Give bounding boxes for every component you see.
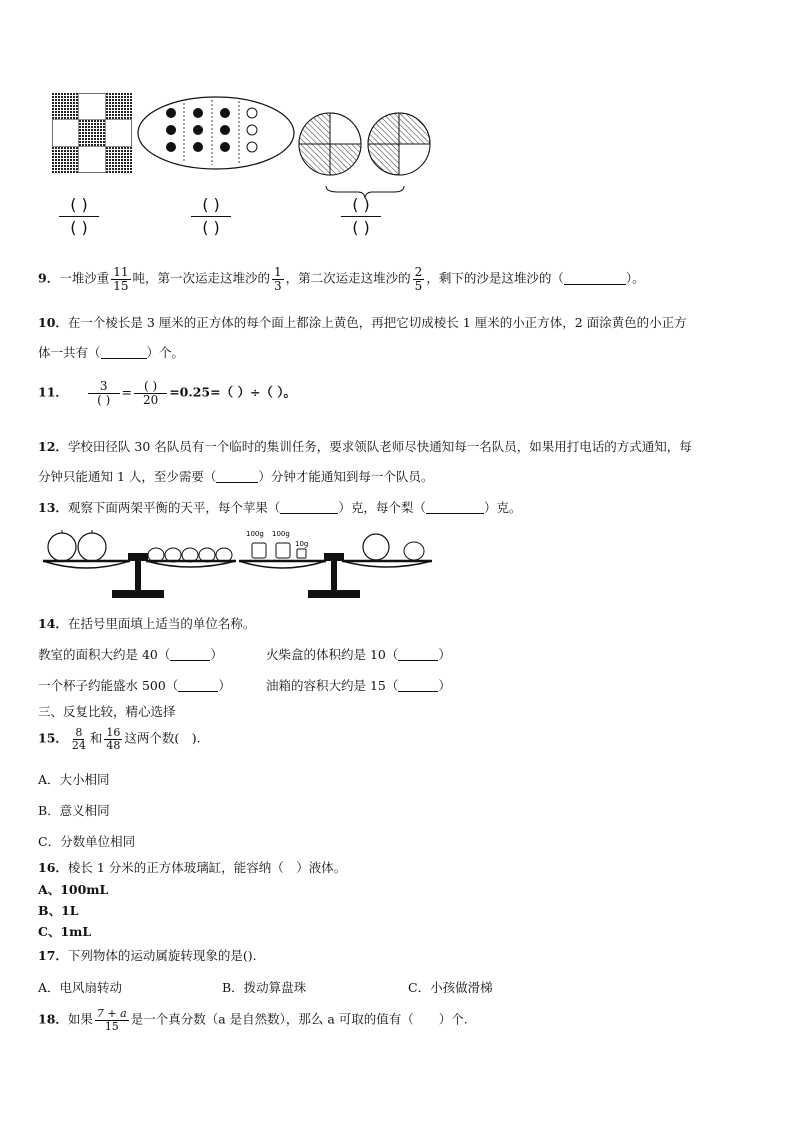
answer-denominator[interactable]: ( ): [352, 217, 370, 237]
apple-icon: [363, 534, 389, 560]
question-14-c: [38, 676, 231, 694]
question-text: 火柴盒的体积约是 10（: [266, 647, 399, 662]
answer-numerator[interactable]: ( ): [352, 195, 370, 214]
option-a[interactable]: A、100mL: [38, 882, 109, 897]
question-text: 吨，第一次运走这堆沙的: [132, 270, 271, 286]
numerator: 1: [274, 265, 282, 279]
option-c[interactable]: C、1mL: [38, 924, 92, 939]
answer-blank[interactable]: [178, 679, 218, 692]
question-10-line2: [38, 343, 184, 361]
answer-blank[interactable]: [398, 648, 438, 661]
option-b[interactable]: B、1L: [38, 903, 79, 918]
question-13: [38, 498, 521, 516]
answer-blank[interactable]: [101, 346, 147, 359]
apple-icon: [48, 533, 106, 561]
question-number: 16．: [38, 860, 68, 875]
answer-fraction-1[interactable]: [57, 196, 101, 236]
pear-icon: [404, 542, 424, 560]
answer-blank[interactable]: [564, 272, 626, 285]
denominator: 3: [274, 278, 282, 293]
fraction-bar: [191, 216, 231, 217]
numerator: 11: [113, 265, 129, 279]
numerator: 16: [106, 726, 121, 739]
question-text: ）克。: [483, 500, 522, 515]
question-number: 15．: [38, 730, 68, 746]
question-14-b: [266, 645, 451, 663]
section-heading: 三、反复比较，精心选择: [38, 704, 176, 719]
question-text: 下列物体的运动属旋转现象的是().: [67, 948, 257, 963]
option-a[interactable]: A．电风扇转动: [38, 980, 123, 995]
question-10: [38, 313, 687, 331]
denominator: 5: [414, 278, 423, 293]
fraction: [413, 266, 425, 292]
answer-denominator[interactable]: ( ): [70, 217, 88, 237]
answer-blank[interactable]: [170, 648, 210, 661]
denominator: 20: [142, 392, 159, 407]
question-number: 12．: [38, 439, 68, 454]
answer-fraction-2[interactable]: [189, 196, 233, 236]
question-text: ，第二次运走这堆沙的: [285, 270, 411, 286]
question-text: 是一个真分数（a 是自然数），那么 a 可取的值有（ ）个.: [130, 1011, 468, 1027]
question-text: 这两个数( ).: [124, 730, 201, 746]
question-number: 18．: [38, 1011, 68, 1027]
balance-scale-2: [236, 527, 436, 602]
fraction: [111, 266, 130, 292]
question-12: [38, 437, 692, 455]
option-b[interactable]: B．拨动算盘珠: [222, 980, 307, 995]
question-text: 观察下面两架平衡的天平，每个苹果（: [67, 500, 281, 515]
option-a[interactable]: A．大小相同: [38, 772, 110, 787]
question-text: 和: [89, 730, 103, 746]
question-number: 13．: [38, 500, 68, 515]
question-text: ）。: [625, 270, 645, 286]
weight-label: 100g: [246, 530, 264, 538]
question-text: ，剩下的沙是这堆沙的（: [426, 270, 564, 286]
question-text: ）: [438, 678, 451, 693]
numerator: 8: [75, 726, 83, 739]
fraction-bar: [59, 216, 99, 217]
question-text: 分钟只能通知 1 人，至少需要（: [38, 469, 217, 484]
question-number: 17．: [38, 948, 68, 963]
question-16: [38, 858, 346, 876]
balance-scale-1: [40, 527, 240, 602]
question-text: ）: [218, 678, 231, 693]
numerator: 3: [88, 380, 120, 394]
numerator: 2: [414, 265, 423, 279]
question-text: 体一共有（: [38, 345, 101, 360]
figure-dots-ellipse: [136, 95, 296, 171]
numerator: 7 + a: [96, 1007, 127, 1020]
question-text: ）: [438, 647, 451, 662]
answer-numerator[interactable]: ( ): [70, 195, 88, 214]
answer-blank[interactable]: [398, 679, 438, 692]
question-text: 如果: [67, 1011, 93, 1027]
fraction: [88, 380, 120, 406]
fraction: [70, 727, 88, 751]
question-text: 一堆沙重: [59, 270, 110, 286]
question-11: [38, 380, 296, 406]
question-12-line2: [38, 467, 433, 485]
question-number: 9．: [38, 270, 60, 286]
fraction: [104, 727, 122, 751]
question-18: [38, 1008, 468, 1032]
question-14-d: [266, 676, 451, 694]
denominator: 24: [71, 738, 86, 752]
equals-sign: =: [121, 384, 133, 400]
question-text: 在括号里面填上适当的单位名称。: [67, 616, 256, 631]
numerator[interactable]: ( ): [134, 380, 167, 394]
weight-label: 100g: [272, 530, 290, 538]
answer-blank-pear[interactable]: [426, 501, 484, 514]
question-text: 棱长 1 分米的正方体玻璃缸，能容纳（ ）液体。: [67, 860, 347, 875]
answer-fraction-3[interactable]: [339, 196, 383, 236]
question-17: [38, 946, 257, 964]
question-number: 11．: [38, 384, 68, 400]
question-15: [38, 727, 201, 751]
question-14-a: [38, 645, 223, 663]
question-text: 在一个棱长是 3 厘米的正方体的每个面上都涂上黄色，再把它切成棱长 1 厘米的小正方体，2 面涂黄色的小正方: [67, 315, 687, 330]
weight-label: 10g: [295, 540, 309, 548]
option-b[interactable]: B．意义相同: [38, 803, 110, 818]
question-text: ）分钟才能通知到每一个队员。: [258, 469, 434, 484]
denominator: 15: [104, 1019, 119, 1033]
answer-numerator[interactable]: ( ): [202, 195, 220, 214]
question-text: ）个。: [146, 345, 185, 360]
answer-denominator[interactable]: ( ): [202, 217, 220, 237]
denominator: 15: [113, 278, 129, 293]
question-number: 10．: [38, 315, 68, 330]
question-9: [38, 266, 645, 292]
answer-blank[interactable]: [216, 470, 258, 483]
question-14: [38, 614, 255, 632]
question-text: 油箱的容积大约是 15（: [266, 678, 399, 693]
fraction: [134, 380, 167, 406]
fraction-bar: [341, 216, 381, 217]
answer-blank-apple[interactable]: [280, 501, 338, 514]
option-c[interactable]: C．分数单位相同: [38, 834, 136, 849]
question-text: ）克，每个梨（: [338, 500, 426, 515]
question-text: 一个杯子约能盛水 500（: [38, 678, 179, 693]
fraction: [272, 266, 284, 292]
option-c[interactable]: C．小孩做滑梯: [408, 980, 493, 995]
denominator[interactable]: ( ): [97, 392, 111, 407]
question-number: 14．: [38, 616, 68, 631]
question-text: ）: [210, 647, 223, 662]
question-text: 学校田径队 30 名队员有一个临时的集训任务，要求领队老师尽快通知每一名队员，如果用打电话的方式通知，每: [67, 439, 692, 454]
fraction: [95, 1008, 129, 1032]
question-text: =0.25=（ ）÷（ ）。: [169, 384, 297, 400]
question-text: 教室的面积大约是 40（: [38, 647, 171, 662]
denominator: 48: [106, 738, 121, 752]
figure-checker-square: [52, 93, 132, 173]
figure-two-circles: [298, 108, 438, 198]
